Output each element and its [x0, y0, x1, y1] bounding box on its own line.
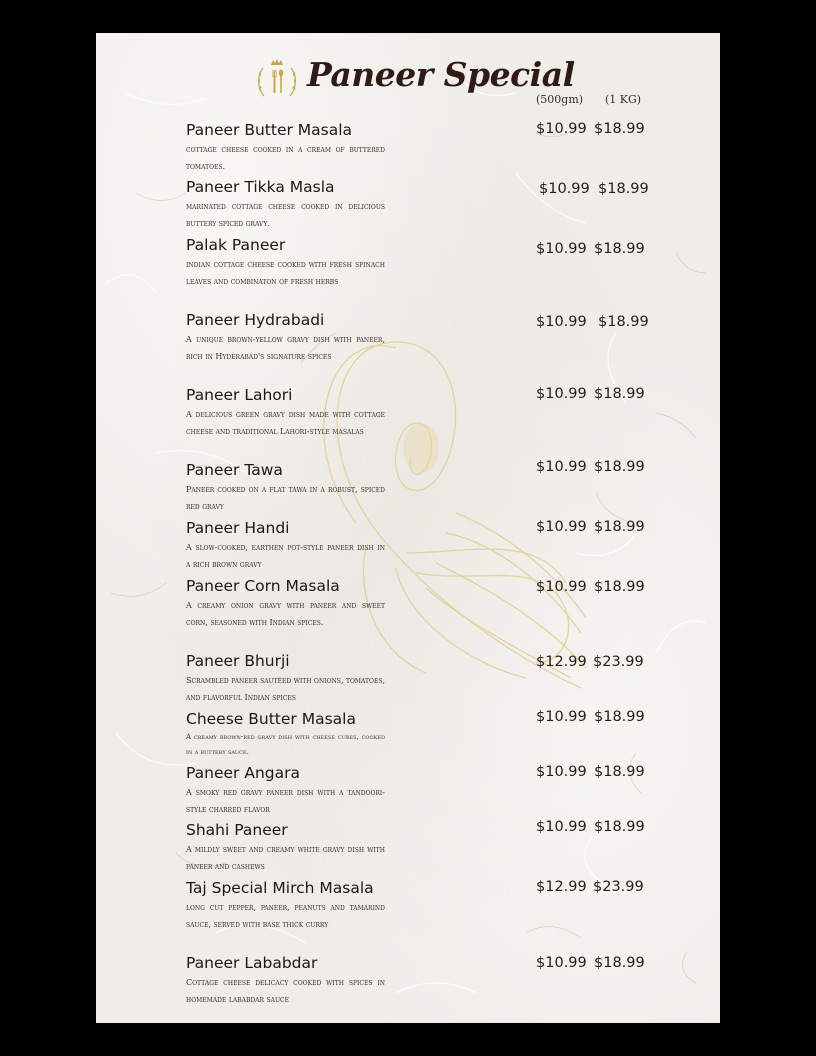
price-1kg: $18.99 — [594, 519, 645, 535]
price-500gm: $10.99 — [539, 181, 590, 197]
item-description: A slow-cooked, earthen pot-style paneer dish in a rich brown gravy — [186, 543, 385, 570]
item-name: Paneer Handi — [186, 519, 290, 537]
price-1kg: $23.99 — [593, 879, 644, 895]
item-description: A creamy onion gravy with paneer and sweet corn, seasoned with Indian spices. — [186, 601, 385, 628]
item-name: Paneer Lahori — [186, 386, 293, 404]
price-1kg: $18.99 — [594, 819, 645, 835]
price-1kg: $18.99 — [598, 181, 649, 197]
item-name: Paneer Angara — [186, 764, 300, 782]
item-description: Paneer cooked on a flat tawa in a robust, spiced red gravy — [186, 485, 385, 512]
price-1kg: $18.99 — [594, 121, 645, 137]
item-description: A smoky red gravy paneer dish with a tandoori-style charred flavor — [186, 788, 385, 815]
price-1kg: $18.99 — [594, 709, 645, 725]
price-500gm: $10.99 — [536, 709, 587, 725]
item-name: Paneer Corn Masala — [186, 577, 340, 595]
price-500gm: $12.99 — [536, 654, 587, 670]
menu-page — [96, 33, 720, 1023]
crown-fork-spoon-logo-icon — [254, 58, 300, 104]
item-description: A delicious green gravy dish made with cottage cheese and traditional Lahori-style masalas — [186, 410, 385, 437]
price-500gm: $10.99 — [536, 459, 587, 475]
item-description: Scrambled paneer sautéed with onions, tomatoes, and flavorful Indian spices — [186, 676, 385, 703]
size-label-1kg: (1 KG) — [605, 93, 642, 106]
price-1kg: $18.99 — [594, 579, 645, 595]
size-label-500gm: (500gm) — [536, 93, 584, 106]
item-name: Cheese Butter Masala — [186, 710, 356, 728]
item-description: cottage cheese cooked in a cream of buttered tomatoes. — [186, 145, 385, 172]
item-name: Paneer Tikka Masla — [186, 178, 335, 196]
price-500gm: $10.99 — [536, 314, 587, 330]
item-name: Paneer Hydrabadi — [186, 311, 325, 329]
item-description: A mildly sweet and creamy white gravy dish with paneer and cashews — [186, 845, 385, 872]
item-description: marinated cottage cheese cooked in delicious buttery spiced gravy. — [186, 202, 385, 229]
price-500gm: $10.99 — [536, 386, 587, 402]
price-1kg: $18.99 — [594, 764, 645, 780]
price-1kg: $23.99 — [593, 654, 644, 670]
price-500gm: $10.99 — [536, 519, 587, 535]
item-description: A creamy brown-red gravy dish with cheese cubes, cooked in a buttery sauce. — [186, 733, 385, 756]
item-description: A unique brown-yellow gravy dish with paneer, rich in Hyderabad's signature spices — [186, 335, 385, 362]
price-1kg: $18.99 — [594, 955, 645, 971]
price-500gm: $10.99 — [536, 764, 587, 780]
price-500gm: $10.99 — [536, 579, 587, 595]
item-name: Paneer Bhurji — [186, 652, 290, 670]
price-1kg: $18.99 — [594, 241, 645, 257]
item-name: Palak Paneer — [186, 236, 286, 254]
price-500gm: $10.99 — [536, 121, 587, 137]
price-500gm: $10.99 — [536, 955, 587, 971]
price-1kg: $18.99 — [598, 314, 649, 330]
price-500gm: $10.99 — [536, 819, 587, 835]
item-description: Cottage cheese delicacy cooked with spices in homemade lababdar sauce — [186, 978, 385, 1005]
page-title: Paneer Special — [307, 55, 575, 94]
price-500gm: $10.99 — [536, 241, 587, 257]
item-name: Paneer Lababdar — [186, 954, 318, 972]
price-1kg: $18.99 — [594, 386, 645, 402]
item-description: long cut pepper, paneer, peanuts and tamarind sauce, served with base thick curry — [186, 903, 385, 930]
item-name: Shahi Paneer — [186, 821, 288, 839]
price-500gm: $12.99 — [536, 879, 587, 895]
item-name: Paneer Tawa — [186, 461, 283, 479]
item-name: Paneer Butter Masala — [186, 121, 353, 139]
item-description: indian cottage cheese cooked with fresh spinach leaves and combinaton of fresh herbs — [186, 260, 385, 287]
item-name: Taj Special Mirch Masala — [186, 879, 374, 897]
price-1kg: $18.99 — [594, 459, 645, 475]
